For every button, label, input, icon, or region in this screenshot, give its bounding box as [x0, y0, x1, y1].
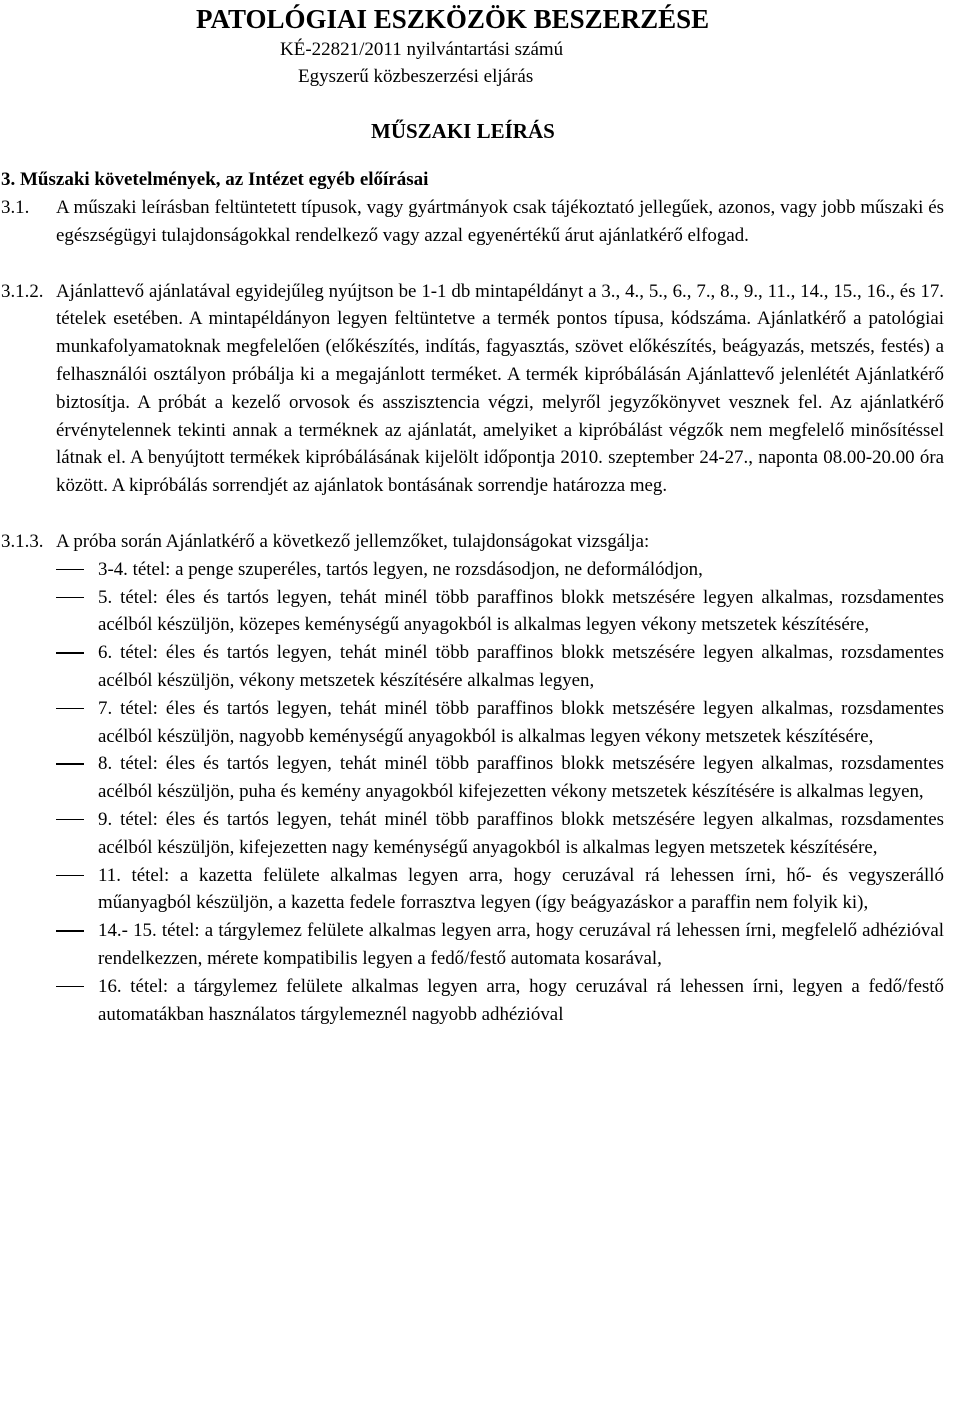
list-item	[56, 917, 944, 973]
paragraph-3-1	[1, 194, 944, 250]
list-item	[56, 695, 944, 751]
list-item-text: 9. tétel: éles és tartós legyen, tehát minél több paraffinos blokk metszésére legyen alkalmas, rozsdamentes acélból készüljön, kifejezetten nagy keménységű anyagokból is alkalmas legyen metszetek készítésére,	[98, 808, 944, 858]
paragraph-number: 3.1.	[1, 197, 30, 218]
dash-bullet	[56, 708, 84, 710]
dash-bullet	[56, 986, 84, 988]
list-item	[56, 750, 944, 806]
paragraph-number: 3.1.3.	[1, 530, 44, 552]
list-item	[56, 639, 944, 695]
list-item-text: 11. tétel: a kazetta felülete alkalmas legyen arra, hogy ceruzával rá lehessen írni, hő- és vegyszerálló műanyagból készüljön, a kazetta fedele forrasztva legyen (így beágyazáskor a paraffin nem folyik ki),	[98, 864, 944, 914]
chapter-heading: 3. Műszaki követelmények, az Intézet egyéb előírásai	[1, 169, 429, 190]
list-item-text: 16. tétel: a tárgylemez felülete alkalmas legyen arra, hogy ceruzával rá lehessen írni, legyen a fedő/festő automatákban használatos tárgylemeznél nagyobb adhézióval	[98, 975, 944, 1025]
dash-bullet	[56, 875, 84, 877]
requirements-list	[56, 556, 944, 1029]
dash-bullet	[56, 652, 84, 654]
list-item	[56, 973, 944, 1029]
paragraph-text: A próba során Ajánlatkérő a következő jellemzőket, tulajdonságokat vizsgálja:	[56, 530, 650, 552]
dash-bullet	[56, 597, 84, 599]
dash-bullet	[56, 569, 84, 571]
dash-bullet	[56, 819, 84, 821]
list-item	[56, 806, 944, 862]
list-item-text: 7. tétel: éles és tartós legyen, tehát minél több paraffinos blokk metszésére legyen alkalmas, rozsdamentes acélból készüljön, nagyobb keménységű anyagokból is alkalmas legyen vékony metszetek készítésére,	[98, 697, 944, 747]
document-header	[56, 0, 944, 145]
list-item	[56, 584, 944, 640]
list-item-text: 5. tétel: éles és tartós legyen, tehát minél több paraffinos blokk metszésére legyen alkalmas, rozsdamentes acélból készüljön, közepes keménységű anyagokból is alkalmas legyen vékony metszetek készítésére,	[98, 586, 944, 636]
list-item	[56, 556, 944, 584]
document-title: PATOLÓGIAI ESZKÖZÖK BESZERZÉSE	[196, 4, 710, 34]
paragraph-text: A műszaki leírásban feltüntetett típusok, vagy gyártmányok csak tájékoztató jellegűek, azonos, vagy jobb műszaki és egészségügyi tulajdonságokkal rendelkező vagy azzal egyenértékű árut ajánlatkérő elfogad.	[56, 197, 944, 246]
list-item-text: 3-4. tétel: a penge szuperéles, tartós legyen, ne rozsdásodjon, ne deformálódjon,	[98, 558, 703, 580]
procedure-type: Egyszerű közbeszerzési eljárás	[298, 66, 534, 87]
list-item	[56, 862, 944, 918]
list-item-text: 6. tétel: éles és tartós legyen, tehát minél több paraffinos blokk metszésére legyen alkalmas, rozsdamentes acélból készüljön, vékony metszetek készítésére alkalmas legyen,	[98, 642, 944, 691]
paragraph-3-1-3	[1, 528, 944, 556]
paragraph-text: Ajánlattevő ajánlatával egyidejűleg nyújtson be 1-1 db mintapéldányt a 3., 4., 5., 6., 7., 8., 9., 11., 14., 15., 16., és 17. tételek esetében. A mintapéldányon legyen feltüntetve a termék pontos típusa, kódszáma. Ajánlatkérő a patológiai munkafolyamatoknak megfelelően (előkészítés, indítás, fagyasztás, szövet előkészítés, beágyazás, metszés, festés) a felhasználói osztályon próbálja ki a megajánlott terméket. A termék kipróbálásán Ajánlattevő jelenlétét Ajánlatkérő biztosítja. A próbát a kezelő orvosok és asszisztencia végzi, melyről jegyzőkönyvet vesznek fel. Az ajánlatkérő érvénytelennek tekinti annak a terméknek az ajánlatát, amelyiket a kipróbálást végzők nem megfelelő minősítéssel látnak el. A benyújtott termékek kipróbálásának kijelölt időpontja 2010. szeptember 24-27., naponta 08.00-20.00 óra között. A kipróbálás sorrendjét az ajánlatok bontásának sorrendje határozza meg.	[56, 280, 944, 497]
paragraph-number: 3.1.2.	[1, 280, 44, 302]
paragraph-3-1-2	[1, 278, 944, 500]
section-title: MŰSZAKI LEÍRÁS	[371, 119, 555, 143]
list-item-text: 14.- 15. tétel: a tárgylemez felülete alkalmas legyen arra, hogy ceruzával rá lehessen írni, megfelelő adhézióval rendelkezzen, mérete kompatibilis legyen a fedő/festő automata kosarával,	[98, 920, 944, 969]
dash-bullet	[56, 930, 84, 932]
registry-number: KÉ-22821/2011 nyilvántartási számú	[280, 39, 564, 60]
list-item-text: 8. tétel: éles és tartós legyen, tehát minél több paraffinos blokk metszésére legyen alkalmas, rozsdamentes acélból készüljön, puha és kemény anyagokból kifejezetten vékony metszetek készítésére is alkalmas legyen,	[98, 753, 944, 803]
dash-bullet	[56, 763, 84, 765]
